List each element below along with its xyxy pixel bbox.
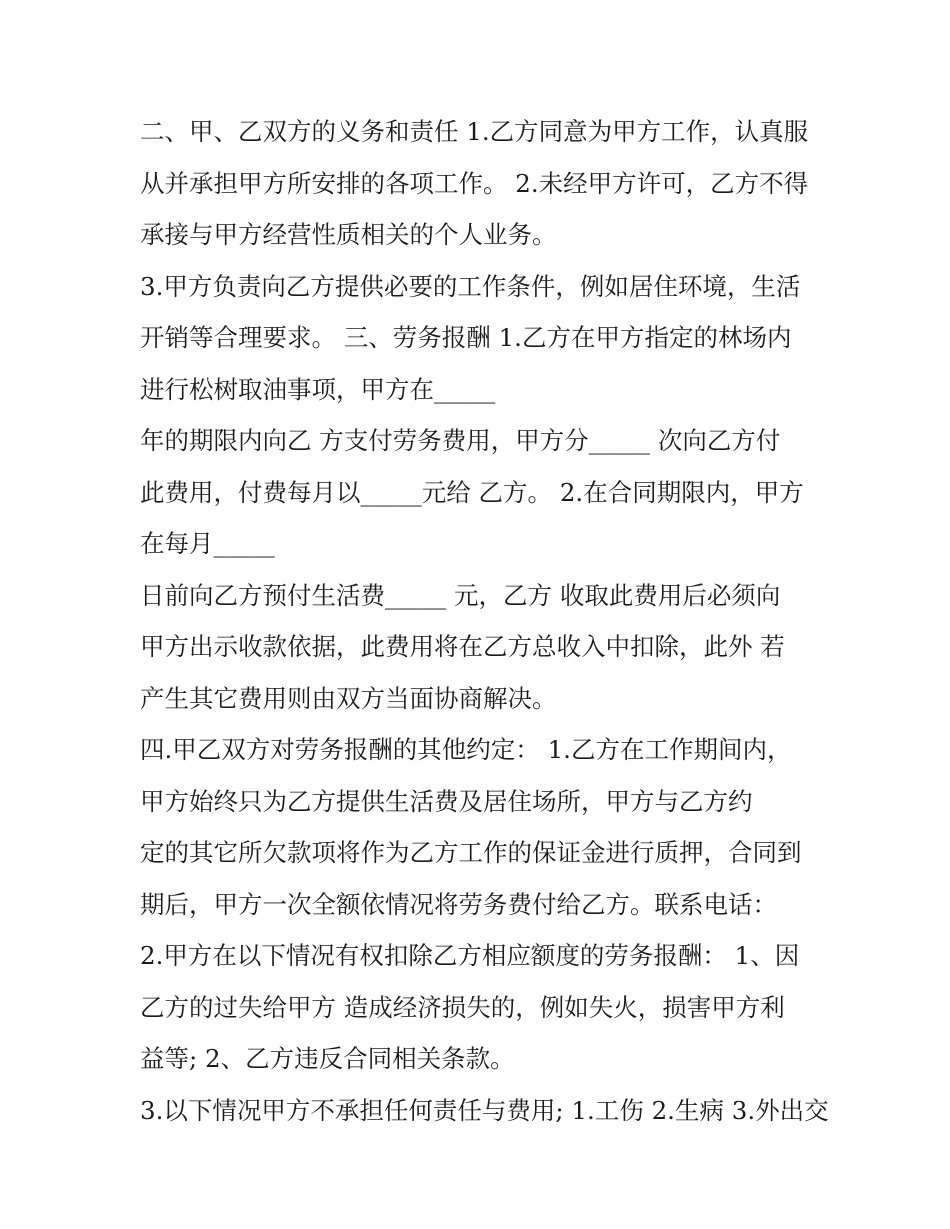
text-line: 四.甲乙双方对劳务报酬的其他约定： 1.乙方在工作期间内， [140,735,792,764]
text-line: 3.以下情况甲方不承担任何责任与费用; 1.工伤 2.生病 3.外出交 [140,1095,829,1125]
text-line: 开销等合理要求。 三、劳务报酬 1.乙方在甲方指定的林场内 [140,323,792,352]
contract-text-body [140,106,840,1136]
text-line: 甲方出示收款依据，此费用将在乙方总收入中扣除，此外 若 [140,632,785,661]
text-line: 定的其它所欠款项将作为乙方工作的保证金进行质押，合同到 [140,838,802,867]
text-line: 日前向乙方预付生活费_____ 元，乙方 收取此费用后必须向 [140,580,781,610]
text-line: 此费用，付费每月以_____元给 乙方。 2.在合同期限内，甲方 [140,477,804,507]
text-line: 在每月_____ [140,529,275,558]
text-line: 二、甲、乙双方的义务和责任 1.乙方同意为甲方工作，认真服 [140,117,809,146]
text-line: 益等; 2、乙方违反合同相关条款。 [140,1044,515,1073]
text-line: 进行松树取油事项，甲方在_____ [140,374,496,404]
text-line: 期后，甲方一次全额依情况将劳务费付给乙方。联系电话： [140,889,777,919]
text-line: 承接与甲方经营性质相关的个人业务。 [140,220,557,249]
text-line: 2.甲方在以下情况有权扣除乙方相应额度的劳务报酬： 1、因 [140,941,800,970]
text-line: 产生其它费用则由双方当面协商解决。 [140,683,557,713]
text-line: 从并承担甲方所安排的各项工作。 2.未经甲方许可，乙方不得 [140,168,809,198]
text-line: 乙方的过失给甲方 造成经济损失的，例如失火，损害甲方利 [140,992,785,1022]
text-line: 3.甲方负责向乙方提供必要的工作条件，例如居住环境，生活 [140,271,801,301]
text-line: 甲方始终只为乙方提供生活费及居住场所，甲方与乙方约 [140,786,753,816]
text-line: 年的期限内向乙 方支付劳务费用，甲方分_____ 次向乙方付 [140,426,781,455]
